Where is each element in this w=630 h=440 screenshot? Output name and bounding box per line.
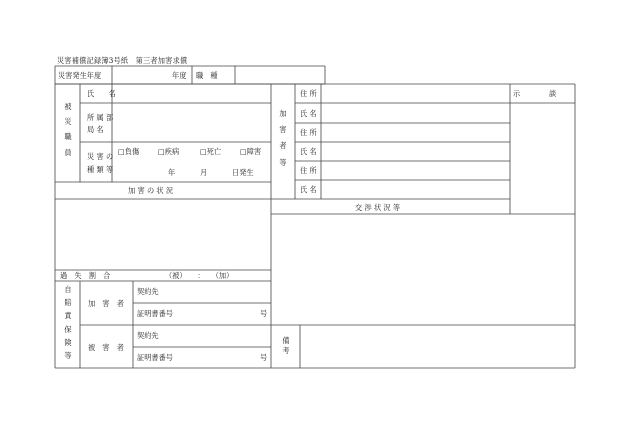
insurance-label-char: 責 bbox=[64, 311, 72, 321]
perpetrator-label-char: 者 bbox=[279, 141, 287, 151]
perpetrator-label-char: 害 bbox=[279, 125, 287, 135]
victim-label-char: 員 bbox=[64, 147, 72, 157]
insurance-label-char: 賠 bbox=[64, 298, 72, 308]
date-occurred: 日発生 bbox=[232, 168, 254, 177]
injury-option-death[interactable]: □死亡 bbox=[200, 147, 222, 156]
number-suffix: 号 bbox=[260, 309, 268, 318]
perpetrator-label-char: 加 bbox=[279, 109, 287, 118]
fault-ratio-value: （被） ： （加） bbox=[165, 271, 234, 280]
injury-option-illness[interactable]: □疾病 bbox=[158, 147, 180, 156]
year-suffix: 年度 bbox=[172, 71, 187, 80]
injury-type-label-1: 災 害 の bbox=[87, 152, 114, 161]
insurance-label-char: 等 bbox=[64, 351, 72, 361]
disaster-year-label: 災害発生年度 bbox=[58, 71, 102, 80]
perp-insurance-label: 加 害 者 bbox=[88, 299, 124, 308]
negotiation-label: 交 渉 状 況 等 bbox=[355, 203, 401, 212]
remarks-label bbox=[280, 337, 292, 354]
address-label: 住 所 bbox=[300, 128, 317, 137]
person-name-label: 氏 名 bbox=[300, 109, 317, 118]
occupation-label: 職 種 bbox=[196, 71, 218, 80]
victim-label-char: 災 bbox=[64, 117, 72, 127]
insurance-label bbox=[62, 286, 74, 359]
certificate-label: 証明書番号 bbox=[137, 353, 173, 362]
victim-label bbox=[62, 103, 74, 156]
perpetrator-label bbox=[277, 110, 289, 166]
department-label-2: 局 名 bbox=[87, 125, 104, 134]
address-label: 住 所 bbox=[300, 166, 317, 175]
name-label: 氏 名 bbox=[87, 89, 116, 98]
contract-label: 契約先 bbox=[137, 287, 159, 296]
form-title: 災害補償記録簿3号紙 第三者加害求償 bbox=[57, 56, 188, 65]
insurance-label-char: 自 bbox=[64, 285, 72, 294]
date-month: 月 bbox=[200, 168, 208, 177]
department-label-1: 所 属 部 bbox=[87, 113, 114, 122]
date-year: 年 bbox=[168, 168, 176, 177]
injury-option-injury[interactable]: □負傷 bbox=[118, 147, 140, 156]
number-suffix: 号 bbox=[260, 353, 268, 362]
remarks-label-char: 備 bbox=[282, 336, 290, 345]
damage-status-label: 加 害 の 状 況 bbox=[128, 186, 174, 195]
perpetrator-label-char: 等 bbox=[279, 157, 287, 167]
address-label: 住 所 bbox=[300, 89, 317, 98]
victim-label-char: 被 bbox=[64, 102, 72, 111]
remarks-label-char: 考 bbox=[282, 346, 290, 356]
insurance-label-char: 険 bbox=[64, 337, 72, 347]
fault-ratio-label: 過 失 割 合 bbox=[60, 271, 111, 280]
insurance-label-char: 保 bbox=[64, 324, 72, 334]
injury-type-label-2: 種 類 等 bbox=[87, 165, 114, 174]
person-name-label: 氏 名 bbox=[300, 147, 317, 156]
settlement-label: 示 談 bbox=[513, 89, 557, 98]
contract-label: 契約先 bbox=[137, 331, 159, 340]
victim-label-char: 職 bbox=[64, 132, 72, 142]
injury-option-disability[interactable]: □障害 bbox=[240, 147, 262, 156]
victim-insurance-label: 被 害 者 bbox=[88, 343, 124, 352]
certificate-label: 証明書番号 bbox=[137, 309, 173, 318]
person-name-label: 氏 名 bbox=[300, 185, 317, 194]
